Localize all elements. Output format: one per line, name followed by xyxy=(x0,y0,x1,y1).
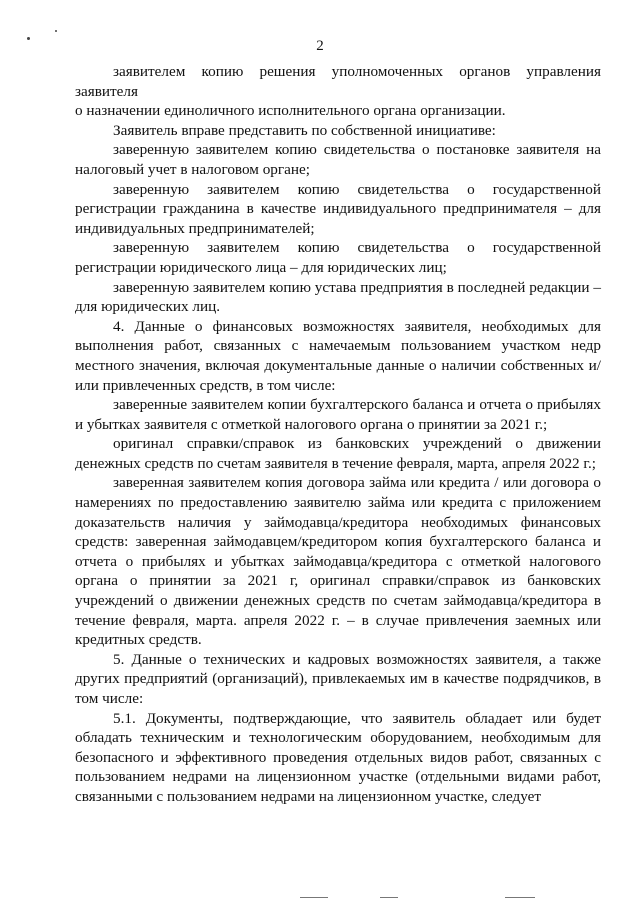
scan-mark xyxy=(300,897,328,898)
paragraph-12: 5. Данные о технических и кадровых возможностях заявителя, а также других предприятий (организаций), привлекаемых им в качестве подрядчиков, в том числе: xyxy=(75,650,601,707)
paragraph-7: заверенную заявителем копию устава предприятия в последней редакции – для юридических лиц. xyxy=(75,278,601,316)
scan-mark xyxy=(380,897,398,898)
paragraph-1: заявителем копию решения уполномоченных органов управления заявителя xyxy=(75,63,601,100)
paragraph-2: о назначении единоличного исполнительного органа организации. xyxy=(75,102,506,120)
scan-edge-marks xyxy=(0,895,640,901)
document-body xyxy=(75,62,601,807)
paragraph-4: заверенную заявителем копию свидетельства о постановке заявителя на налоговый учет в налоговом органе; xyxy=(75,141,601,178)
paragraph-9: заверенные заявителем копии бухгалтерского баланса и отчета о прибылях и убытках заявителя с отметкой налогового органа о принятии за 2021 г.; xyxy=(75,396,601,433)
paragraph-3: Заявитель вправе представить по собственной инициативе: xyxy=(113,121,496,139)
paragraph-11: заверенная заявителем копия договора займа или кредита / или договора о намерениях по предоставлению заявителю займа или кредита с приложением доказательств наличия у займодавца/кредитора необходимых финансовых средств: заверенная займодавцем/кредитором копия бухгалтерского баланса и отчета о прибылях и убытках займодавца/кредитора с отметкой налогового органа о принятии за 2021 г, оригинал справки/справок из банковских учреждений о движении денежных средств по счетам займодавца/кредитора в течение февраля, марта. апреля 2022 г. – в случае привлечения заемных или кредитных средств. xyxy=(75,474,601,649)
paragraph-13: 5.1. Документы, подтверждающие, что заявитель обладает или будет обладать техническим и технологическим оборудованием, необходимым для безопасного и эффективного проведения отдельных видов работ, связанных с пользованием недрами на лицензионном участке (отдельными видами работ, связанными с пользованием недрами на лицензионном участке, следует xyxy=(75,709,601,805)
paragraph-8: 4. Данные о финансовых возможностях заявителя, необходимых для выполнения работ, связанных с намечаемым пользованием участком недр местного значения, включая документальные данные о наличии собственных и/или привлеченных средств, в том числе: xyxy=(75,317,601,394)
scan-speck xyxy=(55,30,57,32)
paragraph-5: заверенную заявителем копию свидетельства о государственной регистрации гражданина в качестве индивидуального предпринимателя – для индивидуальных предпринимателей; xyxy=(75,180,601,237)
scan-mark xyxy=(505,897,535,898)
page-number: 2 xyxy=(316,38,324,54)
paragraph-10: оригинал справки/справок из банковских учреждений о движении денежных средств по счетам заявителя в течение февраля, марта, апреля 2022 г.; xyxy=(75,435,601,472)
paragraph-6: заверенную заявителем копию свидетельства о государственной регистрации юридического лица – для юридических лиц; xyxy=(75,239,601,276)
